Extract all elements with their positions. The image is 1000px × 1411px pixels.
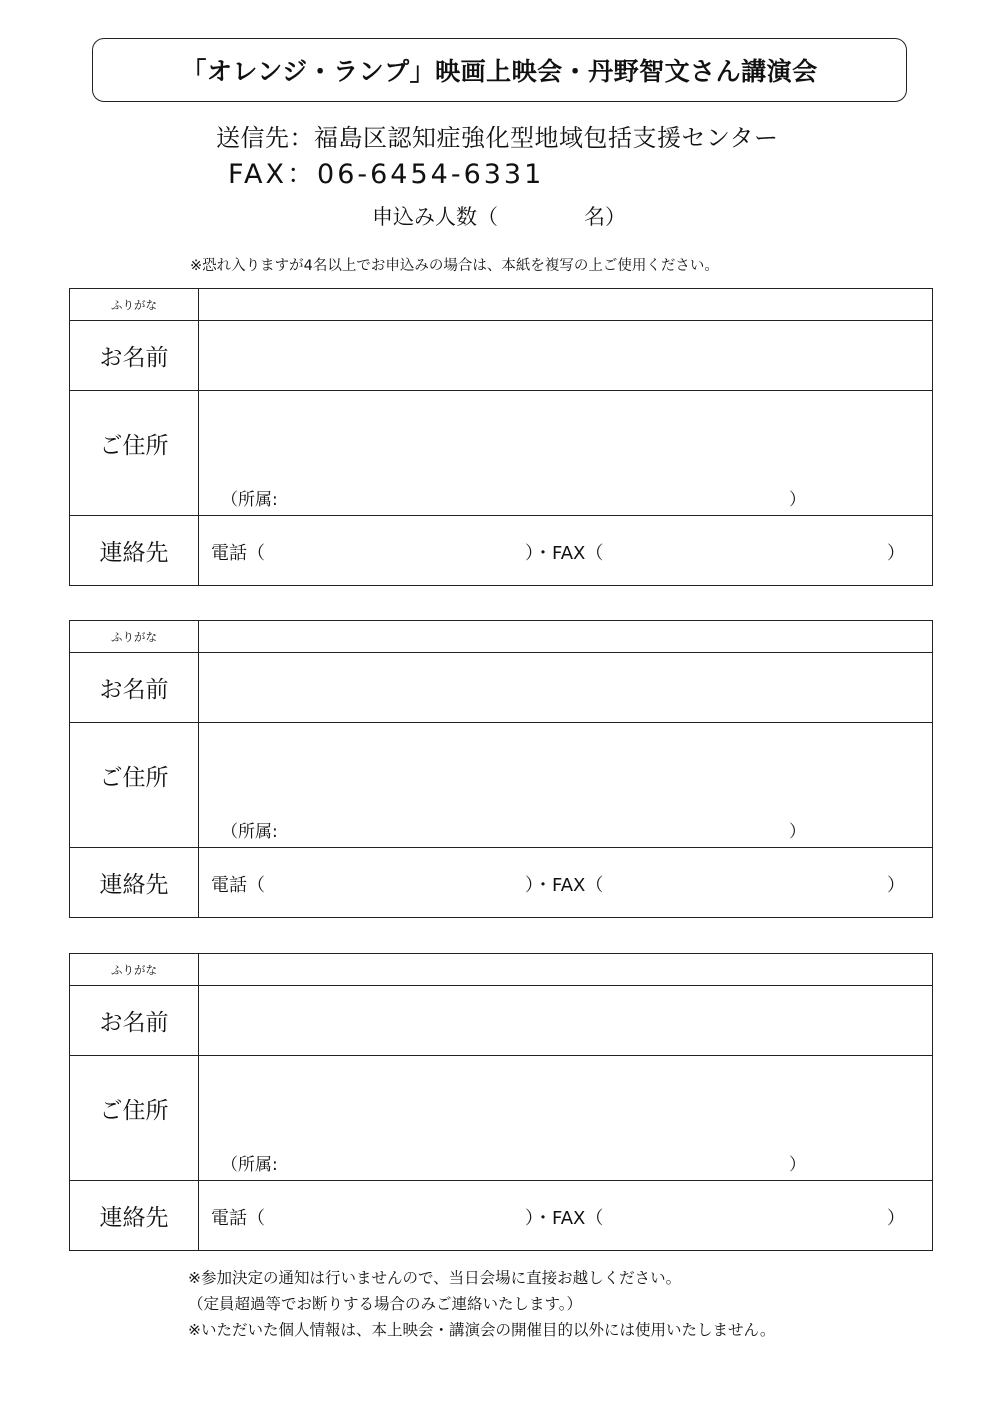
fax-close: ） xyxy=(887,875,905,896)
name-field[interactable] xyxy=(199,653,932,722)
affiliation-open: （所属: xyxy=(221,1155,278,1175)
contact-label: 連絡先 xyxy=(70,516,199,585)
contact-label: 連絡先 xyxy=(70,1181,199,1250)
furigana-row xyxy=(70,289,932,320)
contact-row xyxy=(70,847,932,917)
tel-open: 電話（ xyxy=(211,875,265,896)
name-row xyxy=(70,985,932,1055)
address-label: ご住所 xyxy=(70,391,199,515)
applicant-form-3 xyxy=(69,953,933,1251)
address-row xyxy=(70,722,932,847)
copy-note: ※恐れ入りますが4名以上でお申込みの場合は、本紙を複写の上ご使用ください。 xyxy=(190,258,719,274)
fax-close: ） xyxy=(887,543,905,564)
fax-number: FAX：06-6454-6331 xyxy=(228,159,545,190)
furigana-label: ふりがな xyxy=(70,954,199,985)
fax-open: ）・FAX（ xyxy=(525,1208,604,1229)
name-label: お名前 xyxy=(70,321,199,390)
furigana-row xyxy=(70,621,932,652)
fax-close: ） xyxy=(887,1208,905,1229)
furigana-field[interactable] xyxy=(199,621,932,652)
contact-field[interactable] xyxy=(199,1181,932,1250)
applicant-count xyxy=(372,201,626,231)
applicant-form-2 xyxy=(69,620,933,918)
name-label: お名前 xyxy=(70,653,199,722)
name-label: お名前 xyxy=(70,986,199,1055)
affiliation-open: （所属: xyxy=(221,490,278,510)
furigana-field[interactable] xyxy=(199,289,932,320)
title-text: 「オレンジ・ランプ」映画上映会・丹野智文さん講演会 xyxy=(181,57,818,86)
address-label: ご住所 xyxy=(70,1056,199,1180)
address-row xyxy=(70,390,932,515)
name-field[interactable] xyxy=(199,321,932,390)
count-label: 申込み人数（ xyxy=(372,205,498,229)
furigana-field[interactable] xyxy=(199,954,932,985)
affiliation-close: ） xyxy=(789,490,806,510)
address-field[interactable] xyxy=(199,1056,932,1180)
footer-note-3: ※いただいた個人情報は、本上映会・講演会の開催目的以外には使用いたしません。 xyxy=(188,1321,776,1339)
affiliation-open: （所属: xyxy=(221,822,278,842)
affiliation-close: ） xyxy=(789,822,806,842)
address-field[interactable] xyxy=(199,723,932,847)
furigana-label: ふりがな xyxy=(70,289,199,320)
tel-open: 電話（ xyxy=(211,1208,265,1229)
contact-field[interactable] xyxy=(199,848,932,917)
address-field[interactable] xyxy=(199,391,932,515)
name-field[interactable] xyxy=(199,986,932,1055)
name-row xyxy=(70,320,932,390)
footer-notes xyxy=(188,1265,775,1343)
contact-row xyxy=(70,515,932,585)
page-title xyxy=(92,38,907,102)
contact-row xyxy=(70,1180,932,1250)
contact-field[interactable] xyxy=(199,516,932,585)
contact-label: 連絡先 xyxy=(70,848,199,917)
count-suffix: 名） xyxy=(584,205,626,229)
address-label: ご住所 xyxy=(70,723,199,847)
fax-open: ）・FAX（ xyxy=(525,543,604,564)
applicant-form-1 xyxy=(69,288,933,586)
destination-line: 送信先：福島区認知症強化型地域包括支援センター xyxy=(216,124,779,152)
footer-note-2: （定員超過等でお断りする場合のみご連絡いたします。） xyxy=(188,1295,583,1313)
furigana-label: ふりがな xyxy=(70,621,199,652)
tel-open: 電話（ xyxy=(211,543,265,564)
affiliation-close: ） xyxy=(789,1155,806,1175)
fax-open: ）・FAX（ xyxy=(525,875,604,896)
footer-note-1: ※参加決定の通知は行いませんので、当日会場に直接お越しください。 xyxy=(188,1269,682,1287)
name-row xyxy=(70,652,932,722)
furigana-row xyxy=(70,954,932,985)
address-row xyxy=(70,1055,932,1180)
